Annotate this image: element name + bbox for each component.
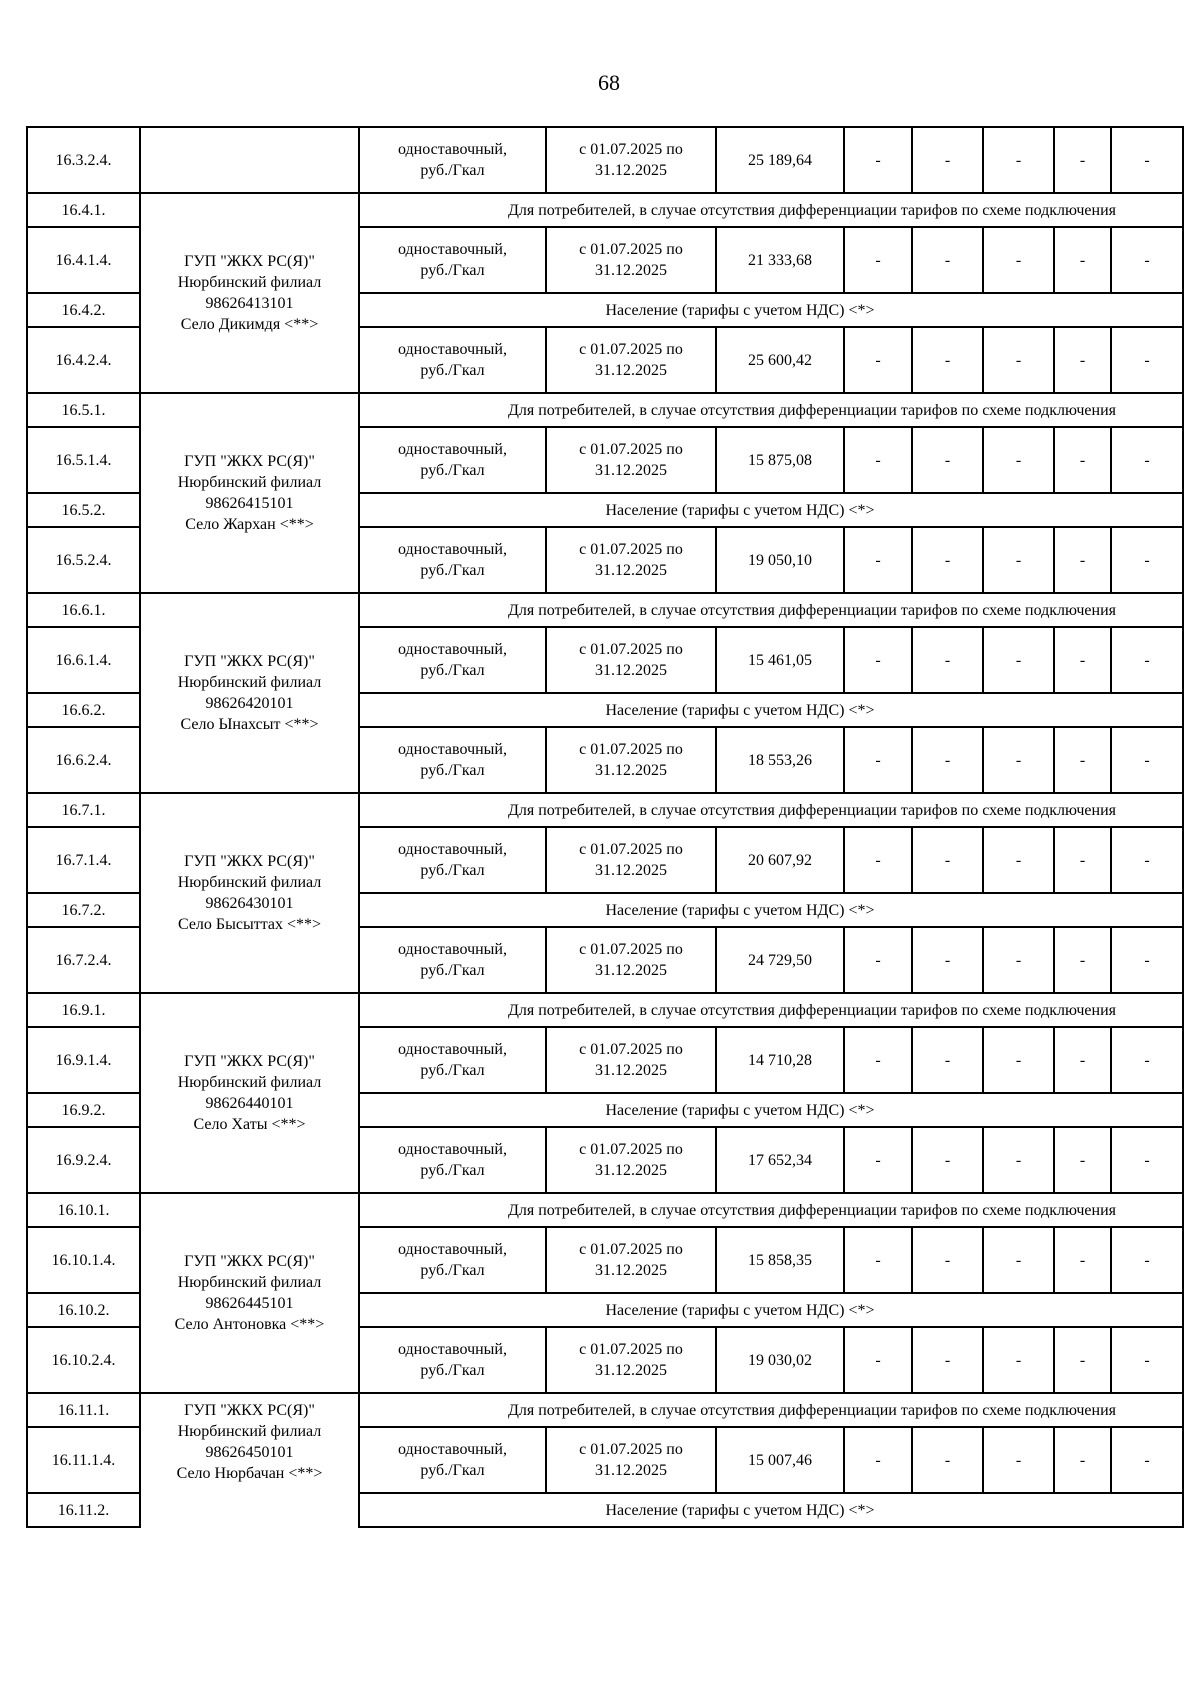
rate-type-line: одноставочный, [398,1141,507,1158]
dash-cell: - [844,1127,912,1193]
row-number: 16.4.1. [27,193,140,227]
tariff-value: 25 600,42 [716,327,844,393]
tariff-value: 21 333,68 [716,227,844,293]
rate-type-cell [359,927,546,993]
dash-cell: - [912,1227,983,1293]
section-header: Для потребителей, в случае отсутствия дифференциации тарифов по схеме подключения [359,193,1183,227]
tariff-value: 15 461,05 [716,627,844,693]
org-name: ГУП "ЖКХ РС(Я)" [184,453,315,470]
tariff-value: 24 729,50 [716,927,844,993]
section-header: Для потребителей, в случае отсутствия дифференциации тарифов по схеме подключения [359,593,1183,627]
row-number: 16.9.1. [27,993,140,1027]
row-number: 16.9.2. [27,1093,140,1127]
dash-cell: - [1111,327,1183,393]
rate-unit-line: руб./Гкал [420,362,485,379]
rate-unit-line: руб./Гкал [420,1062,485,1079]
org-branch: Нюрбинский филиал [177,874,322,891]
row-number: 16.3.2.4. [27,127,140,193]
dash-cell: - [912,827,983,893]
dash-cell: - [1111,1127,1183,1193]
rate-unit-line: руб./Гкал [420,1262,485,1279]
row-number: 16.10.2.4. [27,1327,140,1393]
dash-cell: - [912,227,983,293]
period-cell [546,1027,716,1093]
table-row [27,1193,1183,1227]
row-number: 16.4.2.4. [27,327,140,393]
table-row [27,1393,1183,1427]
rate-type-line: одноставочный, [398,1341,507,1358]
period-end-line: 31.12.2025 [595,1462,667,1479]
rate-type-line: одноставочный, [398,741,507,758]
dash-cell: - [912,1427,983,1493]
row-number: 16.11.2. [27,1493,140,1527]
row-number: 16.6.1.4. [27,627,140,693]
dash-cell: - [844,827,912,893]
period-end-line: 31.12.2025 [595,262,667,279]
row-number: 16.9.2.4. [27,1127,140,1193]
rate-type-cell [359,427,546,493]
rate-type-cell [359,827,546,893]
section-header: Население (тарифы с учетом НДС) <*> [359,1293,1183,1327]
dash-cell: - [1054,1027,1111,1093]
rate-type-line: одноставочный, [398,641,507,658]
period-start-line: с 01.07.2025 по [579,141,683,158]
dash-cell: - [912,1327,983,1393]
dash-cell: - [983,627,1054,693]
section-header: Для потребителей, в случае отсутствия дифференциации тарифов по схеме подключения [359,1193,1183,1227]
tariff-value: 15 858,35 [716,1227,844,1293]
section-header: Население (тарифы с учетом НДС) <*> [359,1493,1183,1527]
dash-cell: - [1054,1127,1111,1193]
rate-type-line: одноставочный, [398,1241,507,1258]
rate-type-line: одноставочный, [398,1041,507,1058]
org-name: ГУП "ЖКХ РС(Я)" [184,253,315,270]
rate-type-cell [359,1327,546,1393]
dash-cell: - [844,527,912,593]
rate-type-cell [359,1027,546,1093]
tariff-value: 25 189,64 [716,127,844,193]
row-number: 16.10.1.4. [27,1227,140,1293]
period-end-line: 31.12.2025 [595,162,667,179]
table-row [27,393,1183,427]
row-number: 16.9.1.4. [27,1027,140,1093]
dash-cell: - [983,1027,1054,1093]
tariff-value: 15 007,46 [716,1427,844,1493]
org-locality: Село Жархан <**> [185,516,314,533]
dash-cell: - [983,427,1054,493]
row-number: 16.7.1.4. [27,827,140,893]
rate-type-line: одноставочный, [398,141,507,158]
tariff-value: 19 030,02 [716,1327,844,1393]
period-cell [546,1427,716,1493]
table-row [27,127,1183,193]
dash-cell: - [1111,1227,1183,1293]
rate-unit-line: руб./Гкал [420,962,485,979]
period-cell [546,327,716,393]
dash-cell: - [844,1327,912,1393]
row-number: 16.4.1.4. [27,227,140,293]
dash-cell: - [1054,527,1111,593]
row-number: 16.7.2. [27,893,140,927]
rate-unit-line: руб./Гкал [420,1462,485,1479]
dash-cell: - [983,827,1054,893]
rate-type-cell [359,127,546,193]
dash-cell: - [1111,227,1183,293]
row-number: 16.5.1.4. [27,427,140,493]
dash-cell: - [983,1327,1054,1393]
dash-cell: - [983,1427,1054,1493]
dash-cell: - [912,427,983,493]
dash-cell: - [844,727,912,793]
dash-cell: - [983,1227,1054,1293]
section-header: Для потребителей, в случае отсутствия дифференциации тарифов по схеме подключения [359,393,1183,427]
period-start-line: с 01.07.2025 по [579,541,683,558]
period-end-line: 31.12.2025 [595,1262,667,1279]
period-start-line: с 01.07.2025 по [579,1441,683,1458]
dash-cell: - [1111,627,1183,693]
dash-cell: - [983,527,1054,593]
period-start-line: с 01.07.2025 по [579,1341,683,1358]
dash-cell: - [1111,727,1183,793]
row-number: 16.6.2.4. [27,727,140,793]
period-cell [546,827,716,893]
period-cell [546,527,716,593]
row-number: 16.11.1. [27,1393,140,1427]
period-start-line: с 01.07.2025 по [579,341,683,358]
section-header: Население (тарифы с учетом НДС) <*> [359,293,1183,327]
rate-unit-line: руб./Гкал [420,462,485,479]
rate-type-line: одноставочный, [398,441,507,458]
dash-cell: - [1111,527,1183,593]
period-end-line: 31.12.2025 [595,962,667,979]
dash-cell: - [912,727,983,793]
section-header: Для потребителей, в случае отсутствия дифференциации тарифов по схеме подключения [359,793,1183,827]
period-cell [546,1327,716,1393]
dash-cell: - [844,927,912,993]
org-cell [140,1393,359,1527]
rate-type-cell [359,727,546,793]
page-number: 68 [598,70,620,95]
tariff-table-body [27,127,1183,1527]
dash-cell: - [1054,1327,1111,1393]
org-code: 98626450101 [205,1444,294,1461]
dash-cell: - [983,927,1054,993]
rate-type-line: одноставочный, [398,341,507,358]
dash-cell: - [844,427,912,493]
row-number: 16.10.1. [27,1193,140,1227]
tariff-value: 15 875,08 [716,427,844,493]
org-branch: Нюрбинский филиал [177,1423,322,1440]
row-number: 16.6.1. [27,593,140,627]
dash-cell: - [983,1127,1054,1193]
period-cell [546,427,716,493]
rate-type-cell [359,527,546,593]
dash-cell: - [983,727,1054,793]
rate-unit-line: руб./Гкал [420,262,485,279]
dash-cell: - [912,127,983,193]
period-cell [546,927,716,993]
tariff-table [26,126,1184,1528]
dash-cell: - [844,127,912,193]
period-end-line: 31.12.2025 [595,1062,667,1079]
period-start-line: с 01.07.2025 по [579,741,683,758]
dash-cell: - [912,1027,983,1093]
period-cell [546,1127,716,1193]
period-start-line: с 01.07.2025 по [579,841,683,858]
period-start-line: с 01.07.2025 по [579,1041,683,1058]
row-number: 16.11.1.4. [27,1427,140,1493]
rate-unit-line: руб./Гкал [420,1162,485,1179]
period-start-line: с 01.07.2025 по [579,1241,683,1258]
tariff-value: 14 710,28 [716,1027,844,1093]
rate-unit-line: руб./Гкал [420,862,485,879]
rate-type-line: одноставочный, [398,941,507,958]
dash-cell: - [1111,1427,1183,1493]
dash-cell: - [1111,1327,1183,1393]
tariff-value: 18 553,26 [716,727,844,793]
period-start-line: с 01.07.2025 по [579,441,683,458]
dash-cell: - [1054,927,1111,993]
org-name: ГУП "ЖКХ РС(Я)" [184,853,315,870]
dash-cell: - [983,127,1054,193]
rate-type-cell [359,227,546,293]
section-header: Население (тарифы с учетом НДС) <*> [359,693,1183,727]
org-locality: Село Ынахсыт <**> [180,716,319,733]
rate-unit-line: руб./Гкал [420,662,485,679]
rate-type-cell [359,1427,546,1493]
row-number: 16.10.2. [27,1293,140,1327]
row-number: 16.5.1. [27,393,140,427]
row-number: 16.5.2.4. [27,527,140,593]
dash-cell: - [912,927,983,993]
org-locality: Село Хаты <**> [193,1116,306,1133]
org-code: 98626413101 [205,295,294,312]
dash-cell: - [912,627,983,693]
org-branch: Нюрбинский филиал [177,1074,322,1091]
rate-type-line: одноставочный, [398,841,507,858]
dash-cell: - [1111,927,1183,993]
org-name: ГУП "ЖКХ РС(Я)" [184,1253,315,1270]
dash-cell: - [844,1427,912,1493]
row-number: 16.7.1. [27,793,140,827]
dash-cell: - [1111,127,1183,193]
section-header: Население (тарифы с учетом НДС) <*> [359,893,1183,927]
org-name: ГУП "ЖКХ РС(Я)" [184,653,315,670]
rate-unit-line: руб./Гкал [420,562,485,579]
org-branch: Нюрбинский филиал [177,1274,322,1291]
org-code: 98626415101 [205,495,294,512]
org-locality: Село Антоновка <**> [174,1316,325,1333]
dash-cell: - [912,527,983,593]
period-start-line: с 01.07.2025 по [579,641,683,658]
rate-type-cell [359,1227,546,1293]
dash-cell: - [844,1027,912,1093]
period-cell [546,127,716,193]
dash-cell: - [983,327,1054,393]
period-end-line: 31.12.2025 [595,362,667,379]
rate-unit-line: руб./Гкал [420,1362,485,1379]
org-branch: Нюрбинский филиал [177,274,322,291]
dash-cell: - [1054,427,1111,493]
table-row [27,793,1183,827]
org-cell [140,1193,359,1393]
org-branch: Нюрбинский филиал [177,674,322,691]
section-header: Население (тарифы с учетом НДС) <*> [359,1093,1183,1127]
org-cell [140,127,359,193]
rate-type-cell [359,1127,546,1193]
tariff-value: 19 050,10 [716,527,844,593]
dash-cell: - [912,1127,983,1193]
section-header: Для потребителей, в случае отсутствия дифференциации тарифов по схеме подключения [359,1393,1183,1427]
row-number: 16.6.2. [27,693,140,727]
period-cell [546,727,716,793]
period-start-line: с 01.07.2025 по [579,941,683,958]
period-start-line: с 01.07.2025 по [579,1141,683,1158]
period-start-line: с 01.07.2025 по [579,241,683,258]
dash-cell: - [1111,1027,1183,1093]
org-code: 98626440101 [205,1095,294,1112]
dash-cell: - [912,327,983,393]
dash-cell: - [1054,827,1111,893]
org-cell [140,993,359,1193]
section-header: Население (тарифы с учетом НДС) <*> [359,493,1183,527]
dash-cell: - [844,627,912,693]
rate-unit-line: руб./Гкал [420,162,485,179]
row-number: 16.7.2.4. [27,927,140,993]
period-end-line: 31.12.2025 [595,1362,667,1379]
org-cell [140,793,359,993]
period-end-line: 31.12.2025 [595,762,667,779]
period-end-line: 31.12.2025 [595,662,667,679]
table-row [27,193,1183,227]
dash-cell: - [844,227,912,293]
row-number: 16.5.2. [27,493,140,527]
period-end-line: 31.12.2025 [595,862,667,879]
org-cell [140,193,359,393]
dash-cell: - [1054,327,1111,393]
org-locality: Село Бысыттах <**> [177,916,322,933]
period-end-line: 31.12.2025 [595,562,667,579]
org-code: 98626420101 [205,695,294,712]
period-end-line: 31.12.2025 [595,462,667,479]
dash-cell: - [844,1227,912,1293]
org-name: ГУП "ЖКХ РС(Я)" [184,1053,315,1070]
period-end-line: 31.12.2025 [595,1162,667,1179]
dash-cell: - [1111,427,1183,493]
period-cell [546,227,716,293]
rate-type-line: одноставочный, [398,541,507,558]
org-cell [140,593,359,793]
rate-type-line: одноставочный, [398,1441,507,1458]
dash-cell: - [1111,827,1183,893]
row-number: 16.4.2. [27,293,140,327]
rate-type-cell [359,327,546,393]
org-name: ГУП "ЖКХ РС(Я)" [184,1402,315,1419]
table-row [27,593,1183,627]
table-row [27,993,1183,1027]
rate-unit-line: руб./Гкал [420,762,485,779]
period-cell [546,627,716,693]
dash-cell: - [1054,727,1111,793]
rate-type-line: одноставочный, [398,241,507,258]
org-code: 98626430101 [205,895,294,912]
org-branch: Нюрбинский филиал [177,474,322,491]
dash-cell: - [1054,1427,1111,1493]
dash-cell: - [1054,227,1111,293]
tariff-value: 17 652,34 [716,1127,844,1193]
rate-type-cell [359,627,546,693]
org-locality: Село Нюрбачан <**> [176,1465,323,1482]
period-cell [546,1227,716,1293]
dash-cell: - [1054,1227,1111,1293]
org-cell [140,393,359,593]
dash-cell: - [983,227,1054,293]
dash-cell: - [1054,627,1111,693]
dash-cell: - [844,327,912,393]
section-header: Для потребителей, в случае отсутствия дифференциации тарифов по схеме подключения [359,993,1183,1027]
org-locality: Село Дикимдя <**> [180,316,319,333]
tariff-value: 20 607,92 [716,827,844,893]
dash-cell: - [1054,127,1111,193]
org-code: 98626445101 [205,1295,294,1312]
